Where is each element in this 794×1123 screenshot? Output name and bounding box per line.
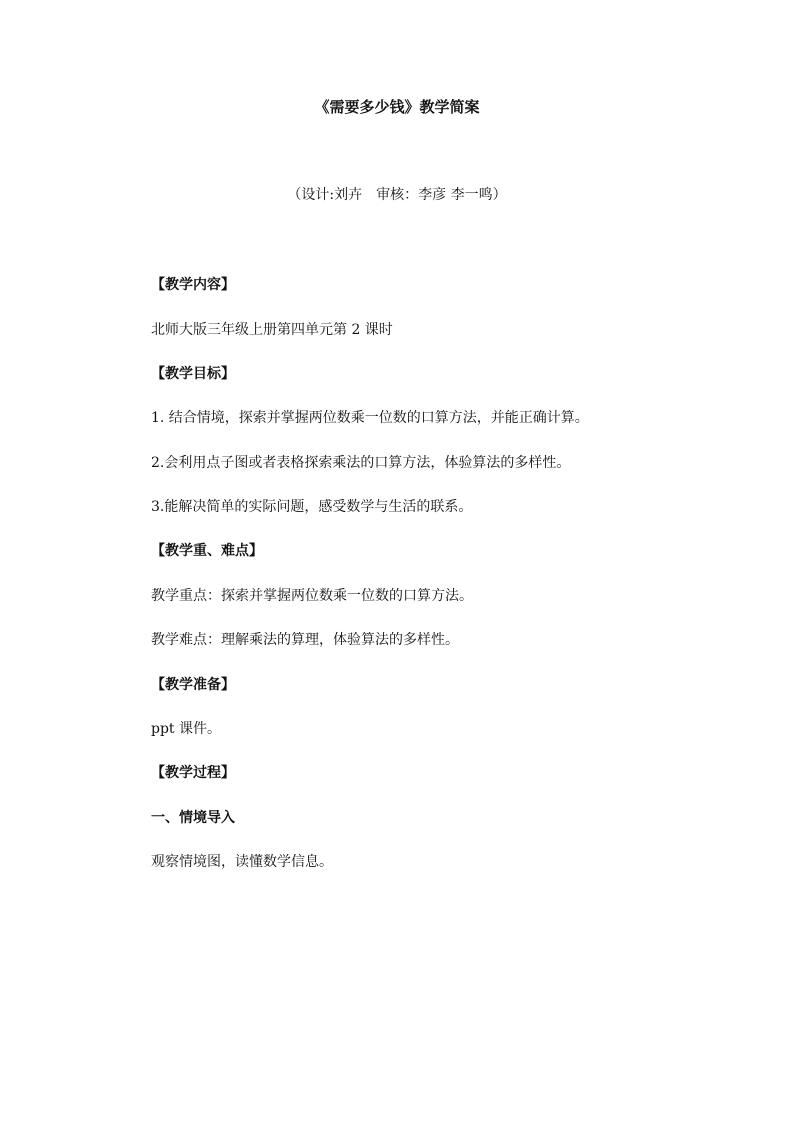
document-title: 《需要多少钱》教学简案 bbox=[314, 98, 480, 116]
section-heading-key-points: 【教学重、难点】 bbox=[151, 543, 263, 559]
content-text: 北师大版三年级上册第四单元第 2 课时 bbox=[151, 322, 393, 338]
section-heading-process: 【教学过程】 bbox=[151, 765, 235, 781]
process-step-1-text: 观察情境图，读懂数学信息。 bbox=[151, 854, 333, 870]
difficult-point-text: 教学难点：理解乘法的算理，体验算法的多样性。 bbox=[151, 632, 459, 648]
goal-item-1: 1. 结合情境，探索并掌握两位数乘一位数的口算方法，并能正确计算。 bbox=[151, 410, 589, 426]
section-heading-goals: 【教学目标】 bbox=[151, 366, 235, 382]
goal-item-3: 3.能解决简单的实际问题，感受数学与生活的联系。 bbox=[151, 499, 473, 515]
goal-item-2: 2.会利用点子图或者表格探索乘法的口算方法，体验算法的多样性。 bbox=[151, 455, 571, 471]
section-heading-preparation: 【教学准备】 bbox=[151, 677, 235, 693]
preparation-text: ppt 课件。 bbox=[151, 721, 221, 737]
process-step-1-heading: 一、情境导入 bbox=[151, 810, 235, 826]
section-heading-content: 【教学内容】 bbox=[151, 277, 235, 293]
key-point-text: 教学重点：探索并掌握两位数乘一位数的口算方法。 bbox=[151, 588, 473, 604]
document-subtitle: （设计:刘卉 审核：李彦 李一鸣） bbox=[287, 187, 507, 203]
